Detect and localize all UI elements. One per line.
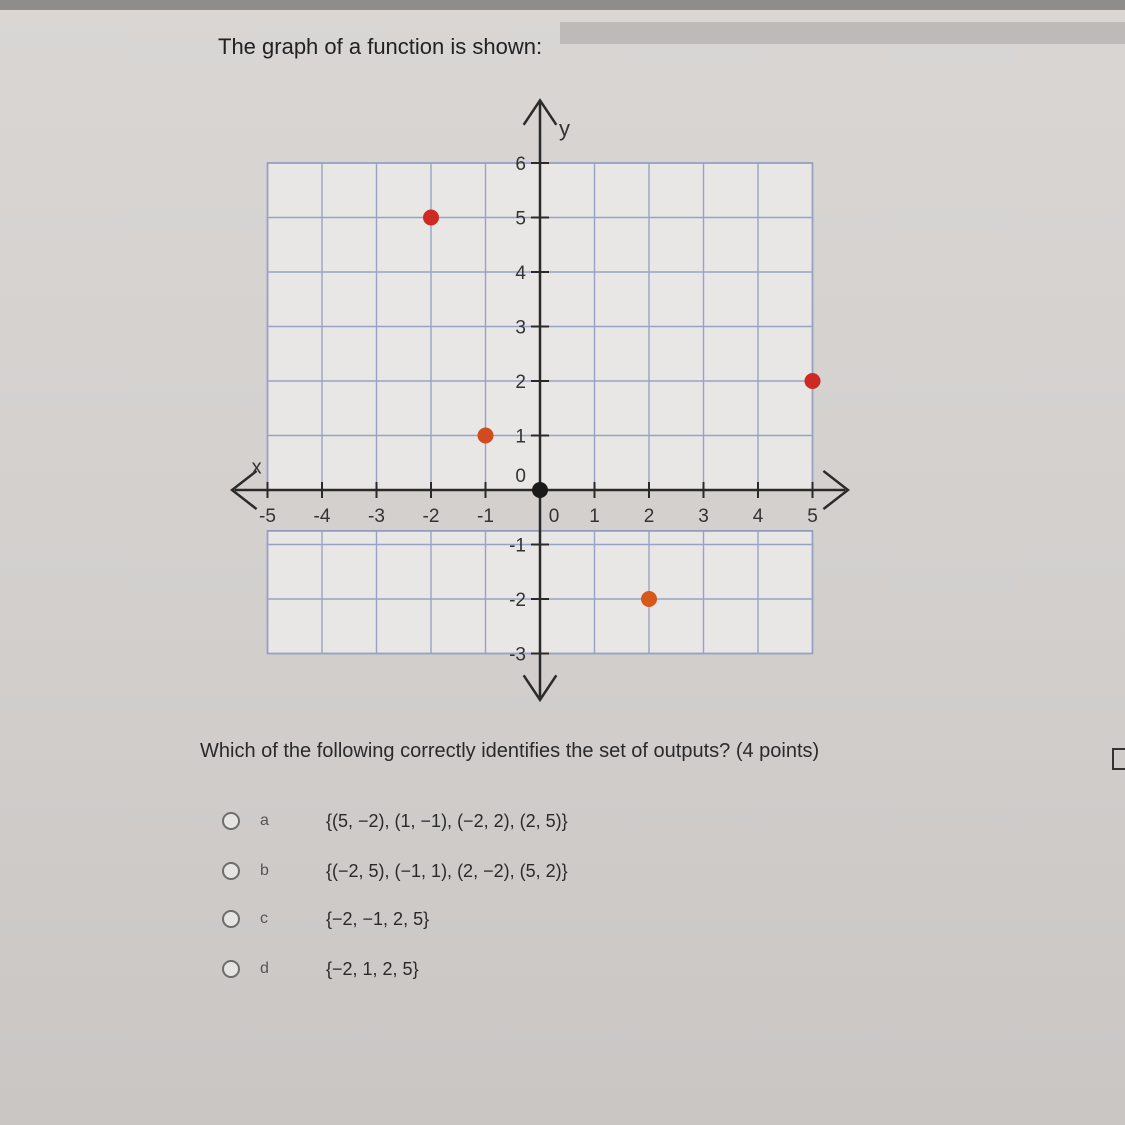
radio-button[interactable] (222, 862, 240, 880)
radio-button[interactable] (222, 910, 240, 928)
y-tick-label: 0 (515, 466, 526, 487)
x-tick-label: -2 (422, 506, 440, 527)
x-tick-label: -5 (259, 506, 276, 527)
x-tick-label: -4 (313, 506, 331, 527)
option-text: {−2, −1, 2, 5} (326, 908, 430, 929)
option-letter: a (260, 812, 269, 829)
option-a[interactable] (222, 806, 722, 836)
y-tick-label: 6 (515, 154, 526, 175)
option-d[interactable] (222, 954, 722, 984)
data-point (641, 591, 657, 607)
y-tick-label: 2 (515, 372, 526, 393)
x-tick-label: 4 (752, 506, 764, 527)
data-point (478, 428, 494, 444)
option-text: {−2, 1, 2, 5} (326, 958, 419, 979)
radio-button[interactable] (222, 960, 240, 978)
data-point (805, 373, 821, 389)
option-letter: c (260, 910, 268, 927)
radio-button[interactable] (222, 812, 240, 830)
data-point (532, 482, 548, 498)
x-tick-label: -3 (368, 506, 385, 527)
x-tick-label: 0 (548, 506, 560, 527)
y-tick-label: 1 (515, 426, 526, 448)
option-letter: b (260, 862, 269, 879)
option-b[interactable] (222, 856, 722, 886)
option-text: {(5, −2), (1, −1), (−2, 2), (2, 5)} (326, 810, 568, 831)
data-point (423, 210, 439, 226)
y-tick-label: -3 (509, 644, 526, 666)
x-axis-label: x (251, 456, 262, 479)
y-axis-label: y (559, 115, 571, 141)
question-prompt: The graph of a function is shown: (218, 34, 543, 59)
y-tick-label: 5 (515, 208, 526, 230)
y-tick-label: 4 (515, 263, 526, 284)
x-tick-label: 2 (643, 506, 655, 527)
x-tick-label: 3 (698, 506, 709, 527)
y-tick-label: -2 (509, 590, 526, 611)
x-tick-label: 1 (589, 506, 600, 527)
question-text: Which of the following correctly identifies the set of outputs? (4 points) (200, 740, 820, 762)
option-c[interactable] (222, 904, 722, 934)
option-text: {(−2, 5), (−1, 1), (2, −2), (5, 2)} (326, 860, 568, 881)
option-letter: d (260, 960, 269, 977)
x-tick-label: -1 (477, 506, 494, 527)
y-tick-label: -1 (509, 535, 526, 557)
x-tick-label: 5 (807, 506, 818, 527)
side-bracket-icon (1112, 748, 1125, 770)
y-tick-label: 3 (515, 317, 526, 339)
